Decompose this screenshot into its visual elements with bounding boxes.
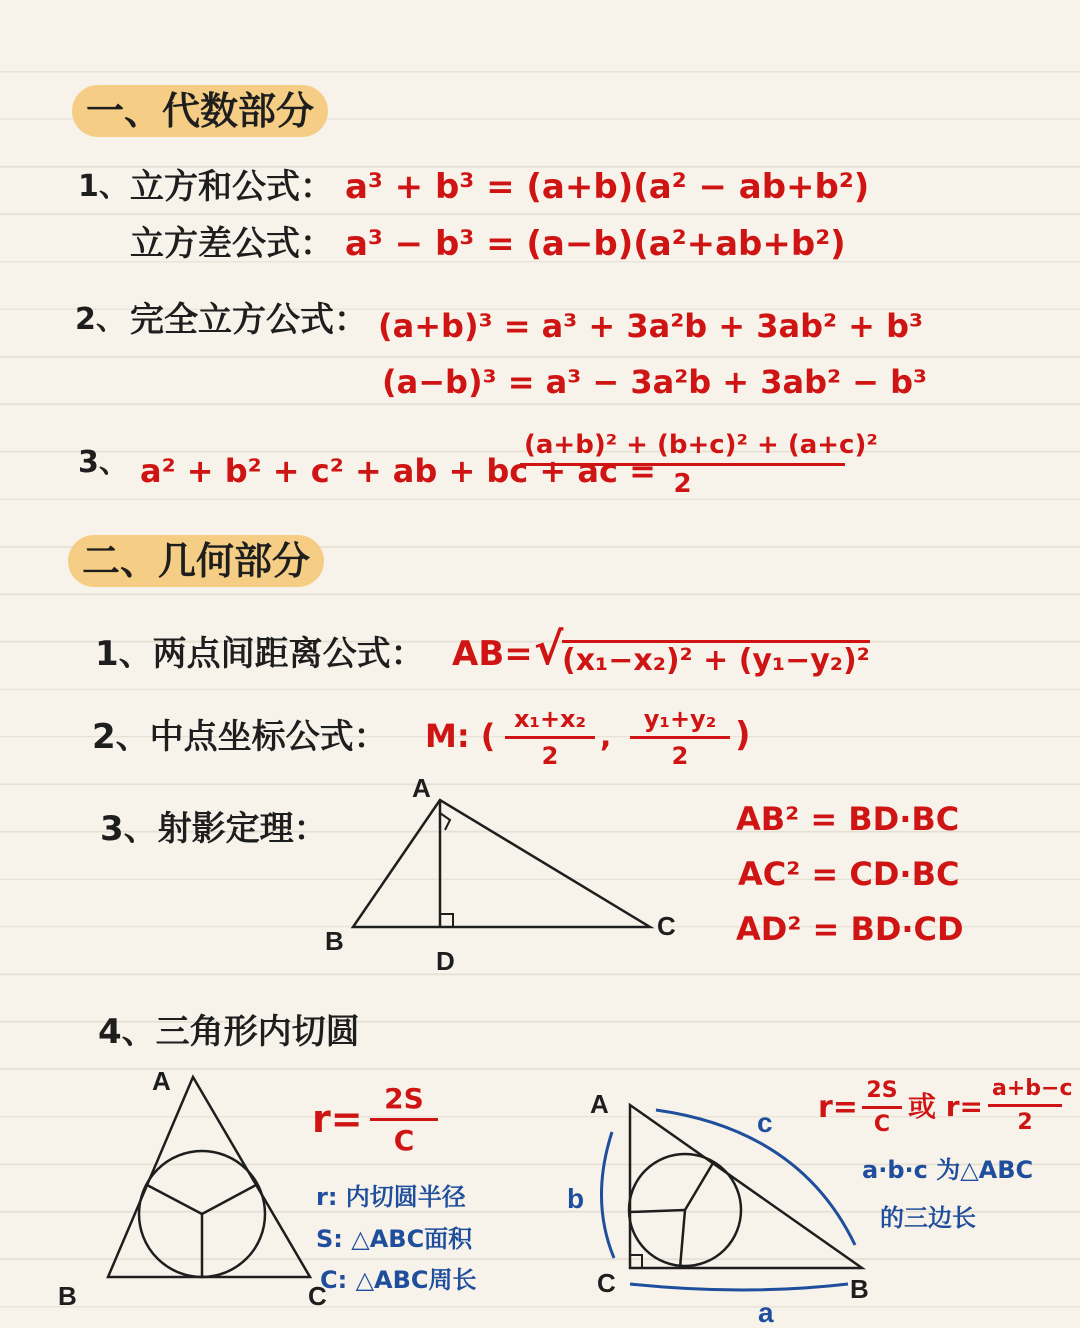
square-sum-denominator: 2: [520, 463, 845, 499]
tri1-label-B: B: [58, 1281, 77, 1311]
tri2-label-B: B: [850, 1274, 869, 1304]
incircle-r-lhs: r=: [312, 1097, 363, 1141]
midpoint-x-numerator: x₁+x₂: [513, 705, 587, 733]
incircle-r2-alt-numerator: a+b−c: [992, 1076, 1073, 1101]
geometry-heading: 二、几何部分: [68, 535, 324, 587]
algebra-item1-number: 1、: [78, 169, 129, 204]
incircle-r2-fraction: [862, 1078, 902, 1137]
perfect-cube-label: 完全立方公式：: [130, 300, 368, 340]
side-label-a: a: [758, 1297, 774, 1328]
distance-radicand: (x₁−x₂)² + (y₁−y₂)²: [562, 640, 870, 676]
cube-diff-formula: a³ − b³ = (a−b)(a²+ab+b²): [345, 224, 846, 264]
projection-label-B: B: [325, 926, 344, 956]
projection-eq3: AD² = BD·CD: [736, 910, 964, 948]
incircle-r2-or: 或 r=: [908, 1090, 984, 1123]
side-label-c: c: [757, 1107, 773, 1138]
cube-diff-label: 立方差公式：: [130, 224, 334, 264]
incircle-r2-fraction-alt: [988, 1076, 1073, 1135]
legend-area: S: △ABC面积: [316, 1225, 473, 1253]
incircle-r2-alt-denominator: 2: [988, 1104, 1062, 1135]
tri2-label-A: A: [590, 1089, 609, 1119]
projection-label-C: C: [657, 911, 676, 941]
distance-lhs: AB=: [452, 634, 533, 674]
incircle-r2-numerator: 2S: [866, 1078, 898, 1103]
legend-radius: r: 内切圆半径: [316, 1183, 466, 1211]
side-label-b: b: [567, 1183, 585, 1214]
midpoint-separator: ,: [600, 719, 612, 754]
incircle-r2-denominator: C: [862, 1106, 902, 1137]
cube-sum-label: 立方和公式：: [130, 167, 334, 207]
midpoint-prefix: M: (: [425, 717, 496, 755]
midpoint-y-numerator: y₁+y₂: [643, 705, 717, 733]
incircle-r2-lhs: r=: [818, 1090, 858, 1125]
incircle-r-numerator: 2S: [384, 1082, 424, 1115]
incircle-label: 4、三角形内切圆: [98, 1012, 360, 1052]
algebra-item2-number: 2、: [75, 302, 126, 337]
tri1-label-C: C: [308, 1281, 327, 1311]
sqrt-sign: √: [534, 624, 564, 675]
perfect-cube-formula-minus: (a−b)³ = a³ − 3a²b + 3ab² − b³: [382, 363, 928, 401]
projection-eq1: AB² = BD·BC: [736, 800, 960, 838]
projection-label-A: A: [412, 773, 431, 803]
projection-label: 3、射影定理：: [100, 809, 328, 849]
legend-perimeter: C: △ABC周长: [320, 1266, 477, 1294]
midpoint-label: 2、中点坐标公式：: [92, 717, 388, 757]
cube-sum-formula: a³ + b³ = (a+b)(a² − ab+b²): [345, 167, 870, 207]
algebra-heading: 一、代数部分: [72, 85, 328, 137]
projection-eq2: AC² = CD·BC: [738, 855, 960, 893]
tri1-label-A: A: [152, 1066, 171, 1096]
sides-note-line1: a·b·c 为△ABC: [862, 1156, 1034, 1184]
square-sum-numerator: (a+b)² + (b+c)² + (a+c)²: [524, 430, 878, 460]
sides-note-line2: 的三边长: [880, 1204, 976, 1232]
perfect-cube-formula-plus: (a+b)³ = a³ + 3a²b + 3ab² + b³: [378, 307, 924, 345]
midpoint-x-denominator: 2: [505, 736, 595, 770]
incircle-r-denominator: C: [370, 1118, 438, 1157]
algebra-item3-number: 3、: [78, 445, 129, 480]
projection-label-D: D: [436, 946, 455, 976]
square-sum-lhs: a² + b² + c² + ab + bc + ac =: [140, 452, 656, 490]
distance-label: 1、两点间距离公式：: [95, 634, 425, 674]
tri2-label-C: C: [597, 1268, 616, 1298]
midpoint-y-denominator: 2: [630, 736, 730, 770]
midpoint-suffix: ): [735, 715, 751, 755]
